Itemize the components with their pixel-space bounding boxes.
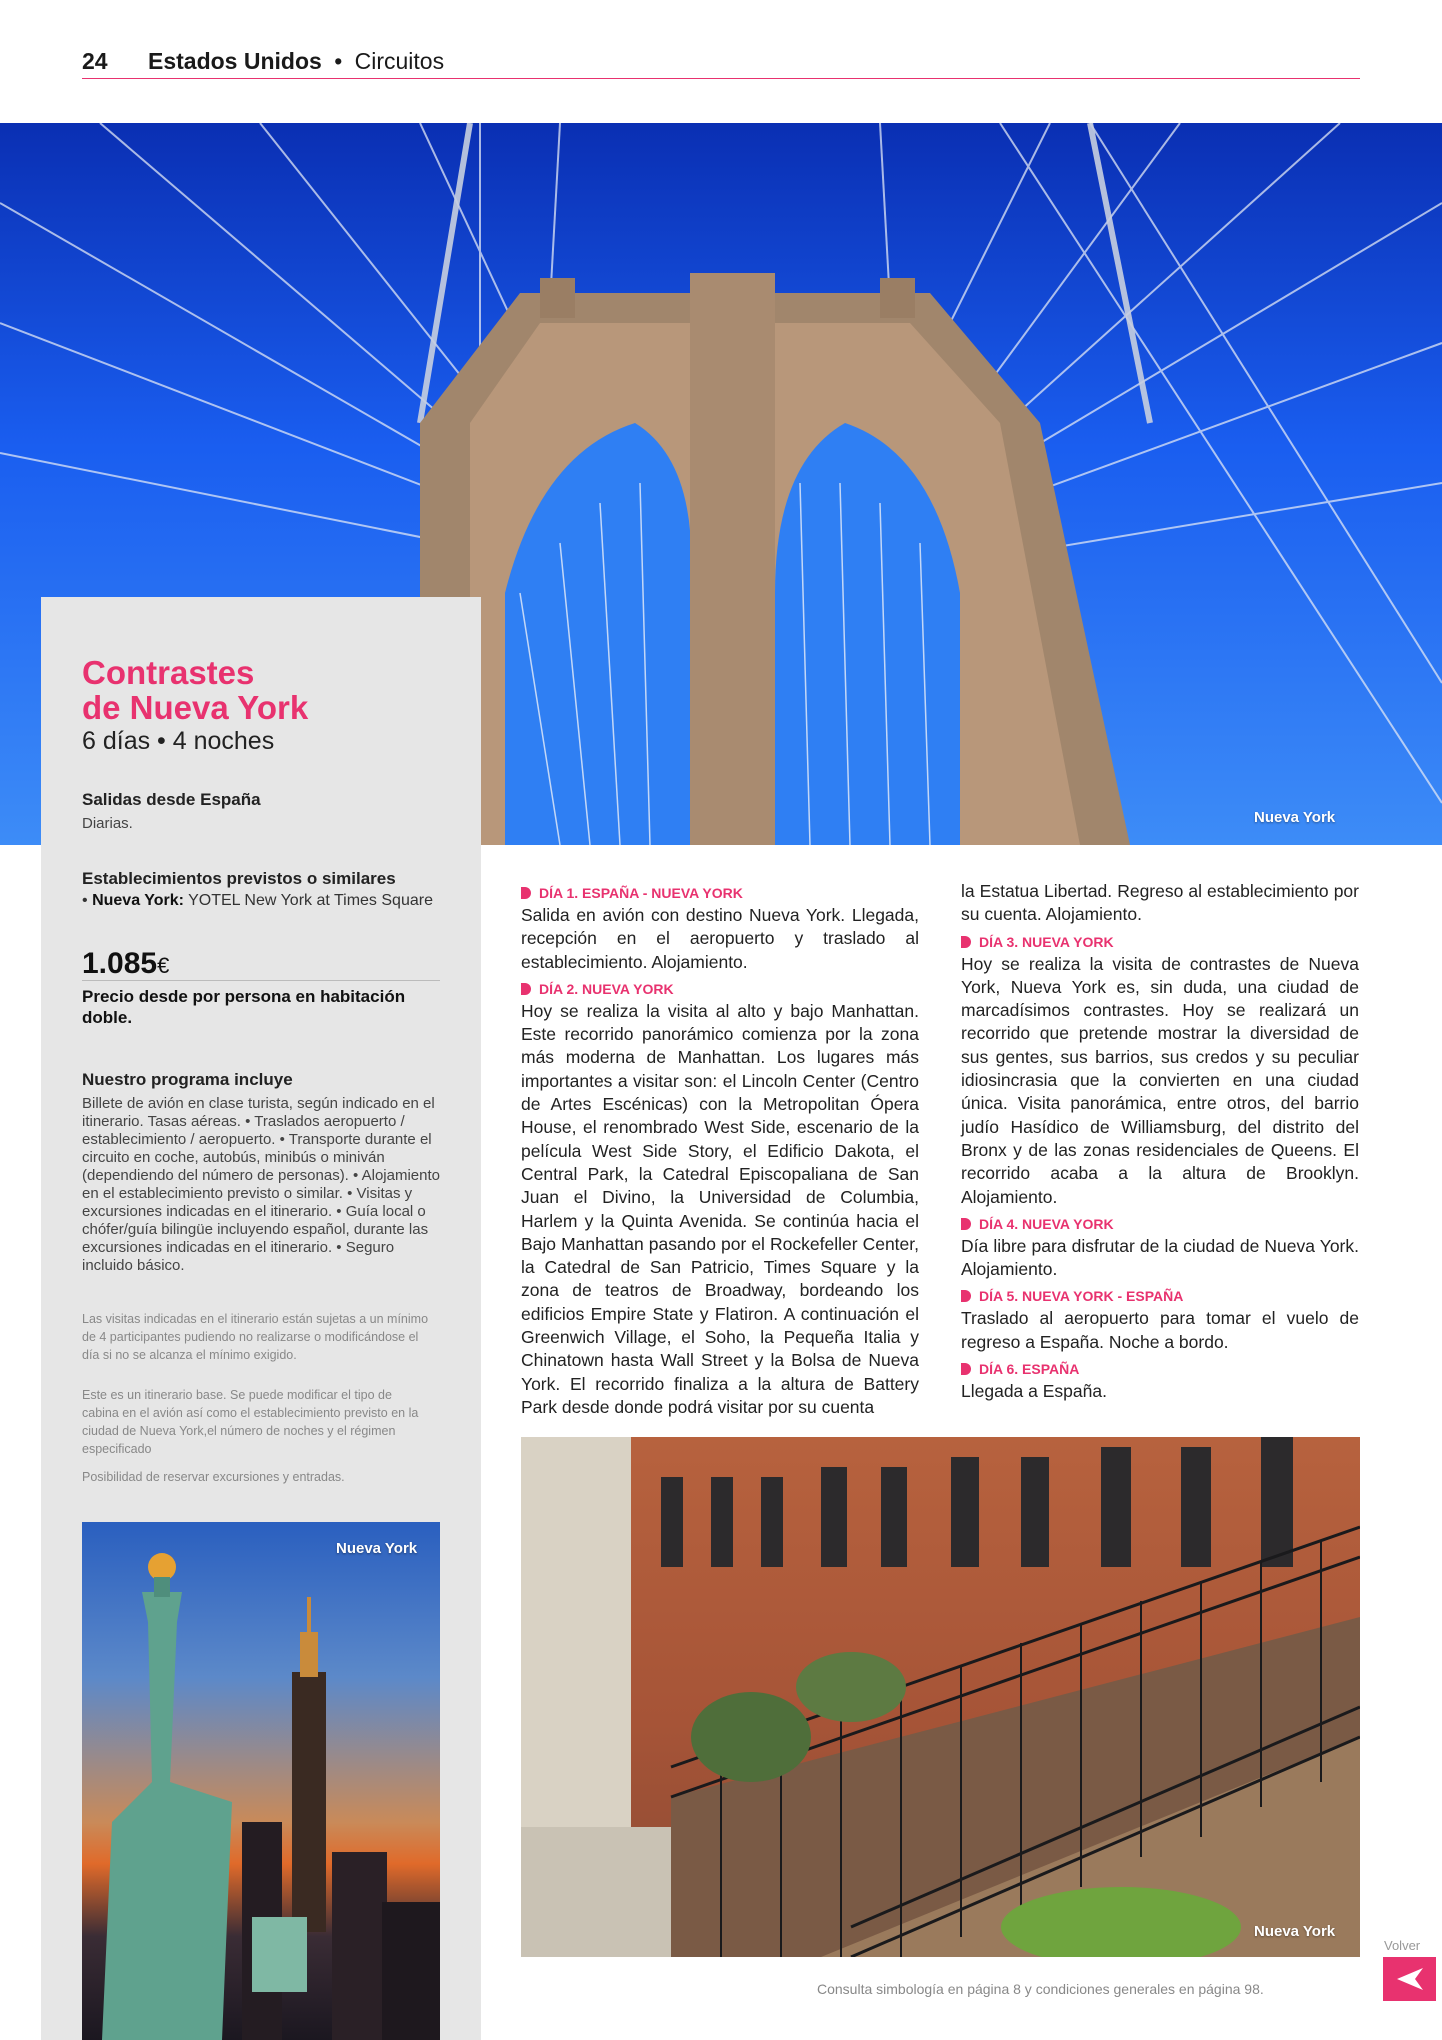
tour-title-line2: de Nueva York	[82, 689, 309, 726]
day-marker-icon	[521, 887, 531, 899]
day-heading	[961, 1358, 1359, 1380]
photo-brownstone-street	[521, 1437, 1360, 1957]
header-separator: •	[334, 48, 343, 74]
day-heading-label: DÍA 5. NUEVA YORK - ESPAÑA	[979, 1288, 1184, 1305]
departures-value: Diarias.	[82, 815, 133, 832]
hotels-list-item	[82, 892, 442, 910]
day-heading-label: DÍA 1. ESPAÑA - NUEVA YORK	[539, 885, 743, 901]
day-heading-label: DÍA 3. NUEVA YORK	[979, 933, 1114, 950]
photo-statue-of-liberty	[82, 1522, 440, 2040]
back-button[interactable]	[1383, 1957, 1436, 2001]
hero-photo-label: Nueva York	[1254, 809, 1336, 826]
itinerary-day	[521, 978, 919, 1419]
day-marker-icon	[961, 1363, 971, 1375]
includes-text: Billete de avión en clase turista, según indicado en el itinerario. Tasas aéreas. • Traslados aeropuerto / establecimiento / aeropuerto. • Transporte durante el circuito en coche, autobús, minibús o miniván (dependiendo del número de personas). • Alojamiento en el establecimiento previsto o similar. • Visitas y excursiones indicadas en el itinerario. • Guía local o chófer/guía bilingüe incluyendo español, durante las excursiones indicadas en el itinerario. • Seguro incluido básico.	[82, 1095, 440, 1274]
departures-heading: Salidas desde España	[82, 790, 261, 809]
day-description: Llegada a España.	[961, 1381, 1107, 1402]
day-marker-icon	[961, 1290, 971, 1302]
itinerary-column-1	[521, 880, 919, 1423]
itinerary-day	[961, 1213, 1359, 1282]
day-marker-icon	[961, 1218, 971, 1230]
day-heading-label: DÍA 2. NUEVA YORK	[539, 980, 674, 997]
day-description: Traslado al aeropuerto para tomar el vuelo de regreso a España. Noche a bordo.	[961, 1308, 1359, 1352]
price-currency: €	[157, 953, 170, 978]
tour-title	[82, 655, 462, 725]
page-header	[82, 44, 1360, 79]
itinerary-day	[961, 1358, 1359, 1403]
day-continuation: la Estatua Libertad. Regreso al establecimiento por su cuenta. Alojamiento.	[961, 881, 1359, 925]
day-heading	[961, 931, 1359, 953]
day-heading	[961, 1285, 1359, 1307]
day-heading	[521, 978, 919, 1000]
brownstone-photo-label: Nueva York	[1254, 1923, 1336, 1940]
day-description: Salida en avión con destino Nueva York. Llegada, recepción en el aeropuerto y traslado al establecimiento. Alojamiento.	[521, 905, 919, 972]
day-heading-label: DÍA 4. NUEVA YORK	[979, 1215, 1114, 1232]
tour-duration: 6 días • 4 noches	[82, 727, 275, 755]
itinerary-day	[961, 931, 1359, 1209]
itinerary-day	[521, 882, 919, 974]
day-heading	[521, 882, 919, 904]
includes-heading: Nuestro programa incluye	[82, 1070, 293, 1089]
page-number: 24	[82, 48, 108, 74]
hotels-bullet: •	[82, 892, 88, 909]
price	[82, 947, 169, 981]
country-title: Estados Unidos	[147, 48, 322, 74]
hotels-name: YOTEL New York at Times Square	[188, 892, 433, 909]
day-description: Hoy se realiza la visita de contrastes de Nueva York, Nueva York es, sin duda, una ciudad de marcadísimos contrastes. Hoy se realizará un recorrido que pretende mostrar la diversidad de sus gentes, sus barrios, sus credos y su peculiar idiosincrasia que la convierten en una ciudad única. Visita panorámica, entre otros, del barrio judío Hasídico de Williamsburg, del distrito del Bronx y de las zonas residenciales de Queens. El recorrido acaba a la altura de Brooklyn. Alojamiento.	[961, 953, 1359, 1207]
day-heading	[961, 1213, 1359, 1235]
day-description: Día libre para disfrutar de la ciudad de Nueva York. Alojamiento.	[961, 1235, 1359, 1280]
itinerary-column-2	[961, 880, 1359, 1407]
section-title: Circuitos	[354, 48, 445, 74]
price-value: 1.085	[82, 947, 158, 980]
back-arrow-icon	[1395, 1966, 1425, 1992]
day-marker-icon	[961, 936, 971, 948]
liberty-photo-label: Nueva York	[336, 1540, 418, 1557]
note-itinerary-base: Este es un itinerario base. Se puede modificar el tipo de cabina en el avión así como el establecimiento previsto en la ciudad de Nueva York,el número de noches y el régimen especificado	[82, 1388, 419, 1456]
hotels-heading: Establecimientos previstos o similares	[82, 869, 396, 888]
note-excursions: Posibilidad de reservar excursiones y entradas.	[82, 1470, 345, 1484]
itinerary-day	[961, 1285, 1359, 1354]
footer-note: Consulta simbología en página 8 y condiciones generales en página 98.	[817, 1981, 1264, 1997]
price-divider	[82, 980, 440, 981]
day-description: Hoy se realiza la visita al alto y bajo Manhattan. Este recorrido panorámico comienza por la zona más moderna de Manhattan. Los lugares más importantes a visitar son: el Lincoln Center (Centro de Artes Escénicas) con la Metropolitan Ópera House, el renombrado West Side, escenario de la película West Side Story, el Edificio Dakota, el Central Park, la Catedral Episcopaliana de San Juan el Divino, la Universidad de Columbia, Harlem y la Quinta Avenida. Se continúa hacia el Bajo Manhattan pasando por el Rockefeller Center, la Catedral de San Patricio, Times Square y la zona de teatros de Broadway, bordeando los edificios Empire State y Flatiron. A continuación el Greenwich Village, el Soho, la Pequeña Italia y Chinatown hasta Wall Street y la Bolsa de Nueva York. El recorrido finaliza a la altura de Battery Park desde donde podrá visitar por su cuenta	[521, 1000, 919, 1417]
day-heading-label: DÍA 6. ESPAÑA	[979, 1361, 1080, 1378]
note-minimum-participants: Las visitas indicadas en el itinerario están sujetas a un mínimo de 4 participantes pudiendo no realizarse o modificándose el día si no se alcanza el mínimo exigido.	[82, 1312, 429, 1362]
tour-title-line1: Contrastes	[82, 654, 255, 691]
day-marker-icon	[521, 983, 531, 995]
back-label: Volver	[1384, 1938, 1421, 1953]
price-description: Precio desde por persona en habitación doble.	[82, 987, 406, 1027]
hotels-city: Nueva York:	[92, 892, 184, 909]
